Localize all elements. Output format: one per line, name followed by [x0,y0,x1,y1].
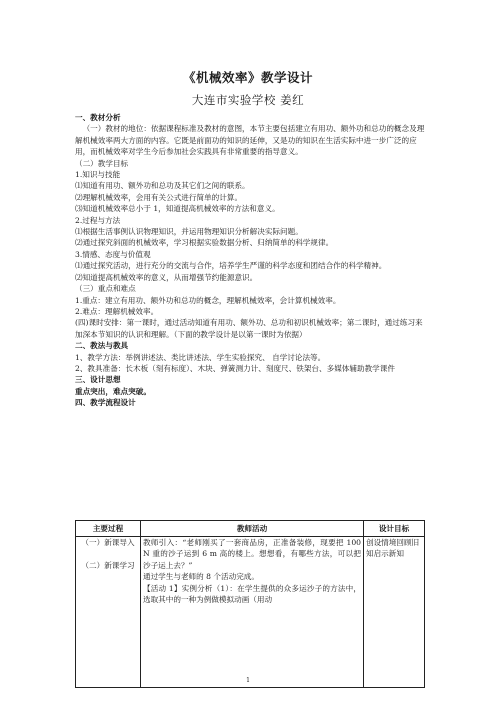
paragraph: ⑵知道提高机械效率的意义，从而增强节约能源意识。 [75,272,258,282]
paragraph: （一）教材的地位：依据课程标准及教材的意图，本节主要包括建立有用功、额外功和总功的概念及理解机械效率两大方面的内容。它既是前面功的知识的延伸，又是功的知识在生活实际中进一步广泛的应用，而机械效率对学生今后参加社会实践具有非常重要的指导意义。 [75,124,425,157]
paragraph: ⑶知道机械效率总小于 1，知道提高机械效率的方法和意义。 [75,204,280,214]
page-number: 1 [246,677,250,684]
table-cell-process: （一）新课导入 （二）新课学习 [76,537,141,688]
document-body [75,112,427,409]
paragraph: 2.过程与方法 [75,215,121,225]
section-heading: 四、教学流程设计 [75,398,136,408]
paragraph: 1.知识与技能 [75,170,121,180]
section-heading: 一、教材分析 [75,113,121,122]
table-cell-activity: 教师引入：“老师刚买了一套商品房，正准备装修，现要把 100 N 重的沙子运到 6 m 高的楼上。想想看，有哪些方法，可以把沙子运上去？” 通过学生与老师的 8 个活动完成。 【活动 1】实例分析（1）：在学生提供的众多运沙子的方法中，选取其中的一种为例做模拟动画（用动 [141,537,364,688]
paragraph: （三）重点和难点 [75,284,136,294]
section-heading: 二、教法与教具 [75,341,129,351]
table-header-activity: 教师活动 [141,521,364,537]
table-cell-goal: 创设情境回顾旧知启示新知 [364,537,425,688]
table-header-goal: 设计目标 [364,521,425,537]
paragraph: ⑴通过探究活动，进行充分的交流与合作，培养学生严谨的科学态度和团结合作的科学精神。 [75,261,387,271]
paragraph: 1.重点：建立有用功、额外功和总功的概念，理解机械效率，会计算机械效率。 [75,295,341,305]
paragraph: ⑵理解机械效率，会用有关公式进行简单的计算。 [75,192,243,202]
section-heading: 重点突出，难点突破。 [75,386,151,396]
document-title: 《机械效率》教学设计 [182,70,313,85]
paragraph: 2、教具准备：长木板（刻有标度）、木块、弹簧测力计、刻度尺、铁架台、多媒体辅助教学课件 [75,363,395,373]
paragraph: 3.情感、态度与价值观 [75,249,151,259]
paragraph: 2.难点：理解机械效率。 [75,306,159,316]
paragraph: ⑴知道有用功、额外功和总功及其它们之间的联系。 [75,181,250,191]
table-header-row [76,521,425,537]
table-row [76,537,425,688]
paragraph: （二）教学目标 [75,158,129,168]
table-header-process: 主要过程 [76,521,141,537]
document-subtitle: 大连市实验学校 姜红 [191,93,305,107]
paragraph: (四)课时安排：第一课时，通过活动知道有用功、额外功、总功和初识机械效率；第二课时，通过练习来加深本节知识的认识和理解。（下面的教学设计是以第一课时为依据） [75,318,423,339]
section-heading: 三、设计思想 [75,375,121,385]
paragraph: 1、教学方法：举例讲述法、类比讲述法、学生实验探究、 自学讨论法等。 [75,352,326,362]
paragraph: ⑴根据生活事例认识物理知识，并运用物理知识分析解决实际问题。 [75,227,303,237]
teaching-flow-table [75,520,425,688]
paragraph: ⑵通过探究斜面的机械效率，学习根据实验数据分析、归纳简单的科学规律。 [75,238,334,248]
